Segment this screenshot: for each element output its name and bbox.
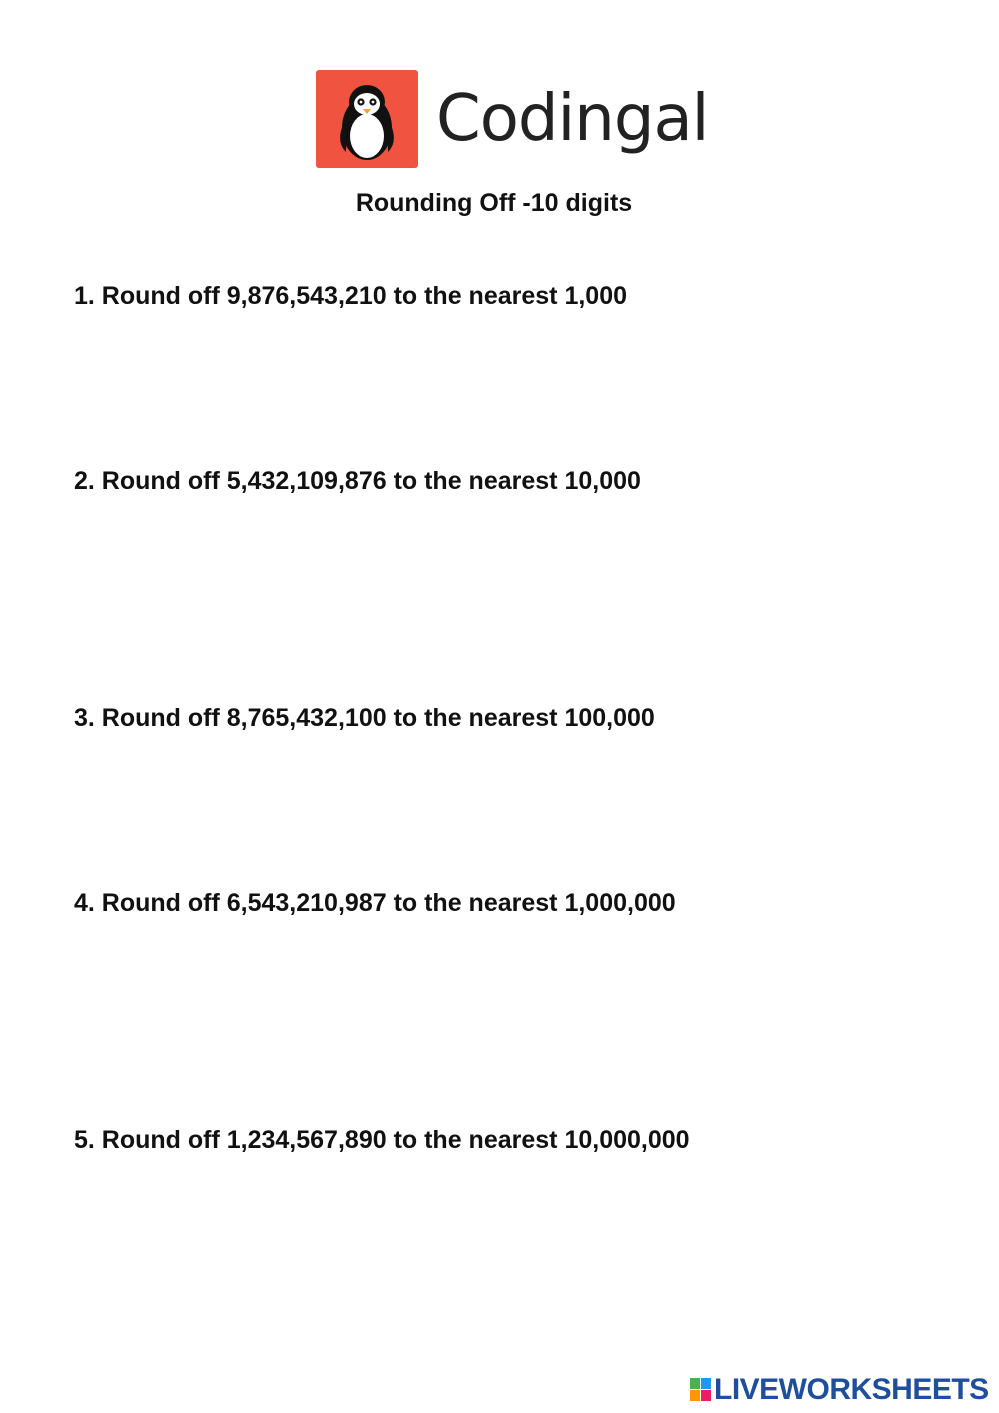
penguin-logo-icon [316,70,418,168]
liveworksheets-logo-icon [690,1378,712,1402]
brand-name: Codingal [436,82,709,156]
liveworksheets-watermark [690,1372,990,1408]
question-5: 5. Round off 1,234,567,890 to the nearest 10,000,000 [74,1126,690,1154]
liveworksheets-text: LIVEWORKSHEETS [714,1373,989,1406]
codingal-logo [316,70,709,168]
question-3: 3. Round off 8,765,432,100 to the nearest 100,000 [74,704,655,732]
question-4: 4. Round off 6,543,210,987 to the nearest 1,000,000 [74,889,676,917]
question-1: 1. Round off 9,876,543,210 to the nearest 1,000 [74,282,628,310]
worksheet-title: Rounding Off -10 digits [355,189,633,217]
question-2: 2. Round off 5,432,109,876 to the nearest 10,000 [74,467,641,495]
